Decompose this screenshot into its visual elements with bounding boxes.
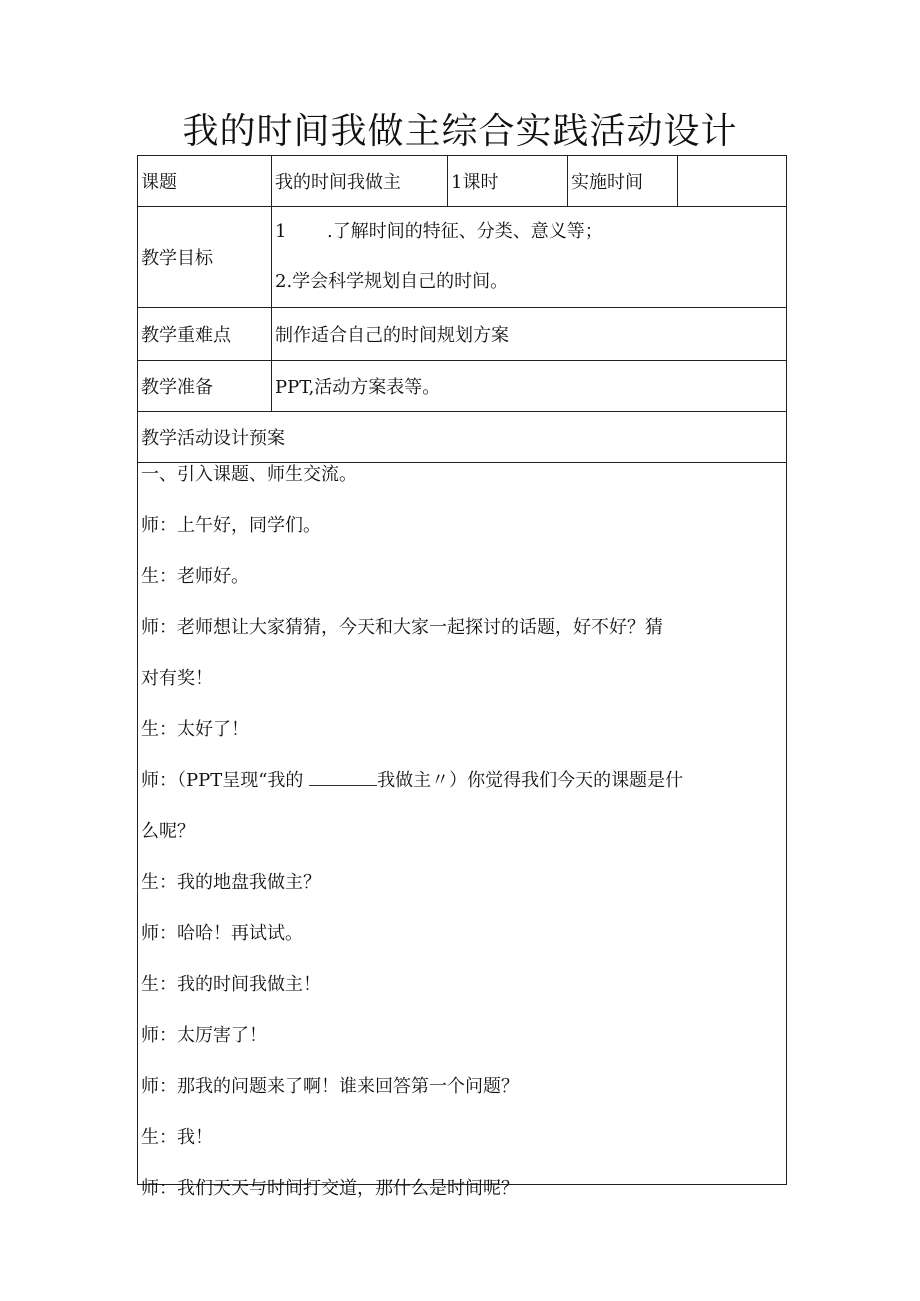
- document-title: 我的时间我做主综合实践活动设计: [182, 111, 738, 152]
- lesson-info-table: [137, 155, 787, 463]
- goal-item-1-text: .了解时间的特征、分类、意义等；: [327, 221, 603, 242]
- goal-item-2: 2.学会科学规划自己的时间。: [275, 271, 509, 292]
- dialog-line: 师：老师想让大家猜猜，今天和大家一起探讨的话题，好不好？猜: [141, 617, 663, 638]
- preparation-row: [138, 361, 787, 412]
- dialog-line: 师：哈哈！再试试。: [141, 923, 303, 944]
- topic-value: 我的时间我做主: [272, 156, 448, 207]
- goal-item-1: [275, 207, 782, 257]
- key-points-row: [138, 308, 787, 361]
- key-points-value: 制作适合自己的时间规划方案: [272, 308, 787, 361]
- dialog-line-with-blank: [141, 755, 761, 806]
- goal-item-1-number: 1: [275, 221, 287, 242]
- dialog-line: 生：太好了！: [141, 719, 249, 740]
- design-header-label: 教学活动设计预案: [138, 412, 787, 463]
- dialog-line: 生：老师好。: [141, 566, 249, 587]
- dialog-line: 么呢？: [141, 821, 195, 842]
- dialog-line: 生：我的地盘我做主？: [141, 872, 321, 893]
- hours-value: 1课时: [448, 156, 568, 207]
- dialog-line-part: 师：（PPT呈现“我的: [141, 770, 304, 791]
- preparation-value: PPT,活动方案表等。: [272, 361, 787, 412]
- dialog-line: 一、引入课题、师生交流。: [141, 464, 357, 485]
- impl-time-label: 实施时间: [568, 156, 678, 207]
- topic-row: [138, 156, 787, 207]
- impl-time-value: [678, 156, 787, 207]
- dialog-line: 生：我的时间我做主！: [141, 974, 321, 995]
- dialog-lines: [141, 449, 761, 1214]
- key-points-label: 教学重难点: [138, 308, 272, 361]
- dialog-line: 师：我们天天与时间打交道，那什么是时间呢？: [141, 1178, 519, 1199]
- goal-label: 教学目标: [138, 207, 272, 308]
- dialog-line: 生：我！: [141, 1127, 213, 1148]
- activity-dialog-section: [137, 457, 787, 1199]
- dialog-line: 师：太厉害了！: [141, 1025, 267, 1046]
- dialog-line: 对有奖！: [141, 668, 213, 689]
- dialog-line-part: 我做主〃）你觉得我们今天的课题是什: [377, 770, 684, 791]
- dialog-line: 师：那我的问题来了啊！谁来回答第一个问题？: [141, 1076, 519, 1097]
- goal-value: [272, 207, 787, 308]
- dialog-line: 师：上午好，同学们。: [141, 515, 321, 536]
- fill-in-blank: [309, 769, 377, 786]
- preparation-label: 教学准备: [138, 361, 272, 412]
- topic-label: 课题: [138, 156, 272, 207]
- goal-row: [138, 207, 787, 308]
